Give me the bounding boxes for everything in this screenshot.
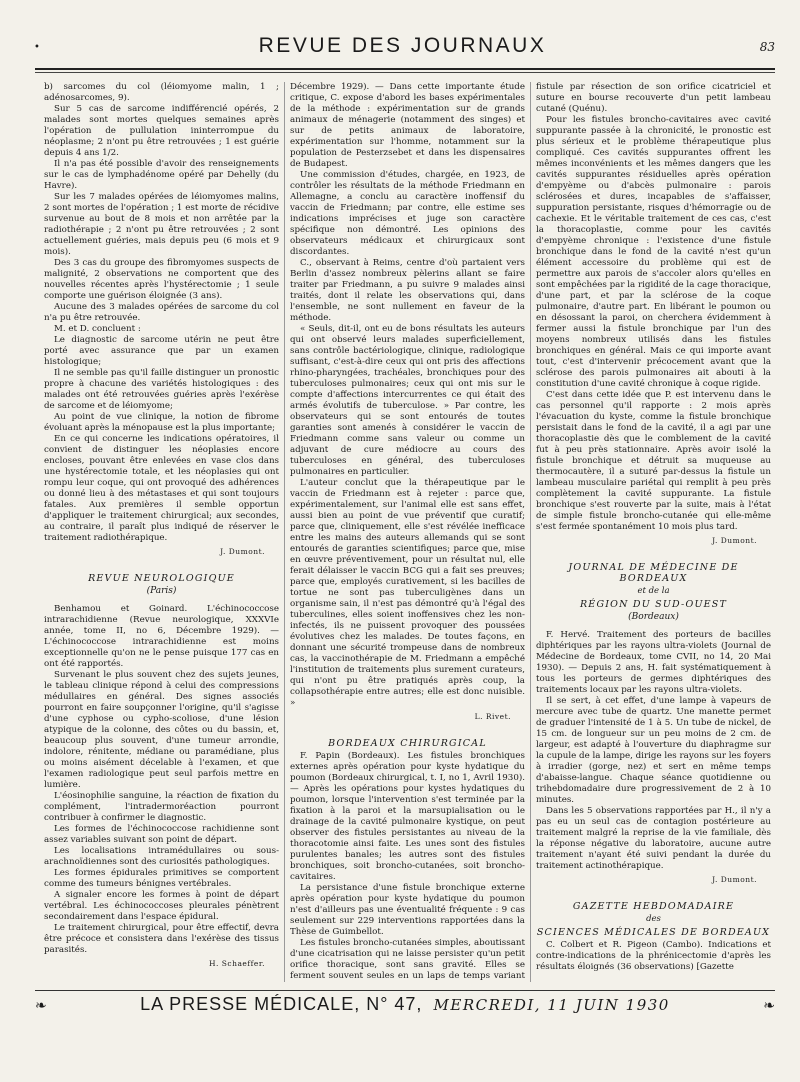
paragraph: Sur 5 cas de sarcome indifférencié opérés, 2 malades sont mortes quelques semaines après l'opération de pullulation ininterrompue du néoplasme; 2 n'ont pu être retrouvées ; 1 est guérie depuis 4 ans 1/2.	[44, 104, 279, 158]
paragraph: Une commission d'études, chargée, en 1923, de contrôler les résultats de la méthode Friedmann en Allemagne, a conclu au caractère inoffensif du vaccin de Friedmann; par contre, elle estime ses indications imprécises et juge son caractère spécifique non démontré. Les opinions des observateurs médicaux et chirurgicaux sont discordantes.	[290, 170, 525, 257]
paragraph: Survenant le plus souvent chez des sujets jeunes, le tableau clinique répond à celui des compressions médullaires en général. Des signes associés pourront en faire soupçonner l'origine, qu'il s'agisse d'une cyphose ou cypho-scoliose, d'une lésion atypique de la colonne, des côtes ou du bassin, et, beaucoup plus souvent, d'une tumeur arrondie, indolore, rénitente, médiane ou paramédiane, plus ou moins aisément décelable à l'examen, et que l'examen radiologique peut seul parfois mettre en lumière.	[44, 670, 279, 790]
paragraph: Décembre 1929). — Dans cette importante étude critique, C. expose d'abord les bases expérimentales de la méthode : expérimentation sur de grands animaux de ménagerie (notamment des singes) et sur de petits animaux de laboratoire, expérimentation sur l'homme, notamment sur la population de Pesterzsebet et dans les dispensaires de Budapest.	[290, 82, 525, 169]
paragraph: Les localisations intramédullaires ou sous-arachnoïdiennes sont des curiosités pathologiques.	[44, 846, 279, 867]
paragraph: A signaler encore les formes à point de départ vertébral. Les échinococcoses pleurales pénètrent secondairement dans l'espace épidural.	[44, 890, 279, 922]
author-signature: J. Dumont.	[712, 536, 757, 545]
paragraph: fistule par résection de son orifice cicatriciel et suture en bourse recouverte d'un petit lambeau cutané (Quénu).	[536, 82, 771, 114]
paragraph: L'auteur conclut que la thérapeutique par le vaccin de Friedmann est à rejeter : parce que, expérimentalement, sur l'animal elle est sans effet, aussi bien au point de vue préventif que curatif; parce que, cliniquement, elle s'est révélée inefficace entre les mains des auteurs allemands qui se sont entourés de garanties scientifiques; parce que, mise en œuvre préventivement, pour un résultat nul, elle ferait délaisser le vaccin BCG qui a fait ses preuves; parce que, employés curativement, si les bacilles de tortue ne sont pas tuberculigènes dans un organisme sain, il n'est pas démontré qu'à l'égal des tuberculines, elles soient inoffensives chez les non-infectés, ils ne puissent provoquer des poussées évolutives chez les malades. De toutes façons, en donnant une sécurité trompeuse dans de nombreux cas, la vaccinothérapie de M. Friedmann a empêché l'institution de traitements plus surement curateurs, qui n'ont pu être pratiqués après coup, la collapsothérapie entre autres; elle est donc nuisible. »	[290, 478, 525, 708]
paragraph: Le diagnostic de sarcome utérin ne peut être porté avec assurance que par un examen histologique;	[44, 335, 279, 367]
paragraph: Dans les 5 observations rapportées par H., il n'y a pas eu un seul cas de contagion postérieure au traitement malgré la reprise de la vie familiale, dès la réponse négative du laboratoire, aucune autre traitement n'ayant été suivi pendant la durée du traitement actinothérapique.	[536, 806, 771, 871]
section-city: (Bordeaux)	[628, 612, 679, 622]
paragraph: Le traitement chirurgical, pour être effectif, devra être précoce et consistera dans l'exérèse des tissus parasités.	[44, 923, 279, 955]
ornament-right-icon: ❧	[763, 998, 775, 1014]
review-entry: C. Colbert et R. Pigeon (Cambo). Indications et contre-indications de la phrénicectomie d'après les résultats éloignés (36 observations) [Gazette	[536, 940, 771, 972]
paragraph: M. et D. concluent :	[54, 324, 141, 334]
footer-rule	[35, 990, 775, 991]
paragraph: « Seuls, dit-il, ont eu de bons résultats les auteurs qui ont observé leurs malades superficiellement, sans contrôle bactériologique, clinique, radiologique suffisant, c'est-à-dire ceux qui ont pris des affections rhino-pharyngées, trachéales, bronchiques pour des tuberculoses pulmonaires; ceux qui ont mis sur le compte d'affections intercurrentes ce qui était des armés évolutifs de tuberculose. » Par contre, les observateurs qui se sont entourés de toutes garanties sont amenés à considérer le vaccin de Friedmann comme sans valeur ou comme un adjuvant de cure médiocre au cours des tuberculoses en général, des tuberculoses pulmonaires en particulier.	[290, 324, 525, 477]
author-signature: L. Rivet.	[474, 712, 511, 721]
page-header	[30, 28, 775, 66]
paragraph: Les fistules broncho-cutanées simples, aboutissant d'une cicatrisation qui ne laisse persister qu'un petit orifice thoracique, sont sans gravité. Elles se ferment souvent seules en un laps de temps variant	[290, 938, 525, 981]
journal-issue: LA PRESSE MÉDICALE, N° 47,	[140, 994, 423, 1014]
column-divider	[530, 82, 531, 982]
header-rule-thin	[35, 72, 775, 73]
column-middle	[290, 82, 525, 982]
paragraph: b) sarcomes du col (léiomyome malin, 1 ; adénosarcomes, 9).	[44, 82, 279, 103]
paragraph: Les formes de l'échinococcose rachidienne sont assez variables suivant son point de départ.	[44, 824, 279, 845]
footer-text	[35, 994, 775, 1015]
paragraph: Pour les fistules broncho-cavitaires avec cavité suppurante passée à la chronicité, le pronostic est plus sérieux et le problème thérapeutique plus compliqué. Ces cavités suppurantes offrent les mêmes inconvénients et les mêmes dangers que les cavités suppurantes résiduelles après opération d'empyème ou d'abcès pulmonaire : parois sclérosées et dures, incapables de s'affaisser, suppuration persistante, risques d'hémorragie ou de cachexie. Et le véritable traitement de ces cas, c'est la thoracoplastie, comme pour les cavités d'empyème chronique : l'existence d'une fistule bronchique dans le fond de la cavité n'est qu'un élément accessoire du problème qui est de permettre aux parois de s'accoler alors qu'elles en sont empêchées par la rigidité de la cage thoracique, d'une part, et par la sclérose de la coque pulmonaire, d'autre part. En libérant le poumon ou en désossant la paroi, on cherchera évidemment à fermer aussi la fistule bronchique par l'un des moyens nombreux utilisés dans les fistules bronchiques en général. Mais ce qui importe avant tout, c'est d'intervenir précocement avant que la sclérose des parois pulmonaires ait abouti à la constitution d'une cavité chronique à coque rigide.	[536, 115, 771, 389]
paragraph: C., observant à Reims, centre d'où partaient vers Berlin d'assez nombreux pèlerins allant se faire traiter par Friedmann, a pu suivre 9 malades ainsi traités, dont il relate les observations qui, dans l'ensemble, ne sont nullement en faveur de la méthode.	[290, 258, 525, 323]
paragraph: En ce qui concerne les indications opératoires, il convient de distinguer les néoplasies encore encloses, pouvant être enlevées en vase clos dans une hystérectomie totale, et les néoplasies qui ont rompu leur coque, qui ont provoqué des adhérences ou donné lieu à des métastases et qui sont toujours fatales. Aux premières il semble opportun d'appliquer le traitement chirurgical; aux secondes, au contraire, il paraît plus indiqué de réserver le traitement radiothérapique.	[44, 434, 279, 543]
column-left	[44, 82, 279, 982]
author-signature: H. Schaeffer.	[208, 959, 265, 968]
review-entry: F. Papin (Bordeaux). Les fistules bronchiques externes après opération pour kyste hydatique du poumon (Bordeaux chirurgical, t. I, no 1, Avril 1930). — Après les opérations pour kystes hydatiques du poumon, lorsque l'intervention s'est terminée par la fixation à la paroi et la marsupialisation ou le drainage de la cavité pulmonaire kystique, on peut observer des fistules persistantes au niveau de la thoracotomie ainsi faite. Les unes sont des fistules purulentes banales; les autres sont des fistules bronchiques, soit broncho-cutanées, soit broncho-cavitaires.	[290, 751, 525, 882]
paragraph: L'éosinophilie sanguine, la réaction de fixation du complément, l'intradermoréaction pourront contribuer à confirmer le diagnostic.	[44, 791, 279, 823]
review-entry: F. Hervé. Traitement des porteurs de bacilles diphtériques par les rayons ultra-violets (Journal de Médecine de Bordeaux, tome CVII, no 14, 20 Mai 1930). — Depuis 2 ans, H. fait systématiquement à tous les porteurs de germes diphtériques des traitements locaux par les rayons ultra-violets.	[536, 630, 771, 695]
header-rule	[35, 68, 775, 70]
paragraph: Il se sert, à cet effet, d'une lampe à vapeurs de mercure avec tube de quartz. Une manette permet de graduer l'intensité de 1 à 5. Un tube de nickel, de 15 cm. de longueur sur un peu moins de 2 cm. de largeur, est adapté à l'ouverture du diaphragme sur la cupule de la lampe, dirige les rayons sur les foyers à irradier (gorge, nez) et sert en même temps d'abaisse-langue. Chaque séance quotidienne ou trihebdomadaire dure progressivement de 2 à 10 minutes.	[536, 696, 771, 805]
column-right	[536, 82, 771, 982]
section-name: SCIENCES MÉDICALES DE BORDEAUX	[536, 927, 771, 938]
running-title: REVUE DES JOURNAUX	[258, 34, 547, 57]
ornament-left-icon: ❧	[35, 998, 47, 1014]
review-entry: Benhamou et Goinard. L'échinococcose intrarachidienne (Revue neurologique, XXXVIe année, tome II, no 6, Décembre 1929). — L'échinococcose intrarachidienne est moins exceptionnelle qu'on ne le pense puisque 177 cas en ont été rapportés.	[44, 604, 279, 669]
page-number: 83	[759, 40, 775, 54]
author-signature: J. Dumont.	[712, 875, 757, 884]
paragraph: Il ne semble pas qu'il faille distinguer un pronostic propre à chacune des variétés histologiques : des malades ont été retrouvées guéries après l'exérèse de sarcome et de léiomyome;	[44, 368, 279, 411]
section-title: GAZETTE HEBDOMADAIRE	[572, 901, 735, 912]
section-subtitle: des	[646, 914, 661, 924]
paragraph: Aucune des 3 malades opérées de sarcome du col n'a pu être retrouvée.	[44, 302, 279, 323]
paragraph: Il n'a pas été possible d'avoir des renseignements sur le cas de lymphadénome opéré par Dehelly (du Havre).	[44, 159, 279, 191]
paragraph: C'est dans cette idée que P. est intervenu dans le cas personnel qu'il rapporte : 2 mois après l'évacuation du kyste, comme la fistule bronchique persistait dans le fond de la cavité, il a agi par une thoracoplastie dès que le comblement de la cavité fut à peu près stationnaire. Après avoir isolé la fistule bronchique et détruit sa muqueuse au thermocautère, il a suturé par-dessus la fistule un lambeau musculaire pariétal qui remplit à peu près complètement la cavité suppurante. La fistule bronchique s'est rouverte par la suite, mais à l'état de simple fistule broncho-cutanée qui elle-même s'est fermée spontanément 10 mois plus tard.	[536, 390, 771, 532]
section-title: BORDEAUX CHIRURGICAL	[328, 738, 487, 749]
author-signature: J. Dumont.	[220, 547, 265, 556]
column-divider	[284, 82, 285, 982]
section-region: RÉGION DU SUD-OUEST	[579, 599, 728, 610]
paragraph: La persistance d'une fistule bronchique externe après opération pour kyste hydatique du poumon n'est d'ailleurs pas une éventualité fréquente : 9 cas seulement sur 229 interventions rapportées dans la Thèse de Guimbellot.	[290, 883, 525, 937]
section-subtitle: et de la	[637, 586, 670, 596]
page-footer	[35, 994, 775, 1022]
header-dot: •	[34, 42, 40, 53]
paragraph: Sur les 7 malades opérées de léiomyomes malins, 2 sont mortes de l'opération ; 1 est morte de récidive survenue au bout de 8 mois et non arrêtée par la radiothérapie ; 2 n'ont pu être retrouvées ; 2 sont actuellement guéries, mais depuis peu (6 mois et 9 mois).	[44, 192, 279, 257]
section-title: REVUE NEUROLOGIQUE	[88, 573, 235, 584]
paragraph: Des 3 cas du groupe des fibromyomes suspects de malignité, 2 observations ne comportent que des nouvelles récentes après l'hystérectomie ; 1 seule comporte une guérison éloignée (3 ans).	[44, 258, 279, 301]
section-title: JOURNAL DE MÉDECINE DE BORDEAUX	[568, 562, 739, 584]
paragraph: Les formes épidurales primitives se comportent comme des tumeurs bénignes vertébrales.	[44, 868, 279, 889]
issue-date: MERCREDI, 11 JUIN 1930	[433, 996, 670, 1014]
section-city: (Paris)	[146, 586, 177, 596]
paragraph: Au point de vue clinique, la notion de fibrome évoluant après la ménopause est la plus importante;	[44, 412, 279, 433]
